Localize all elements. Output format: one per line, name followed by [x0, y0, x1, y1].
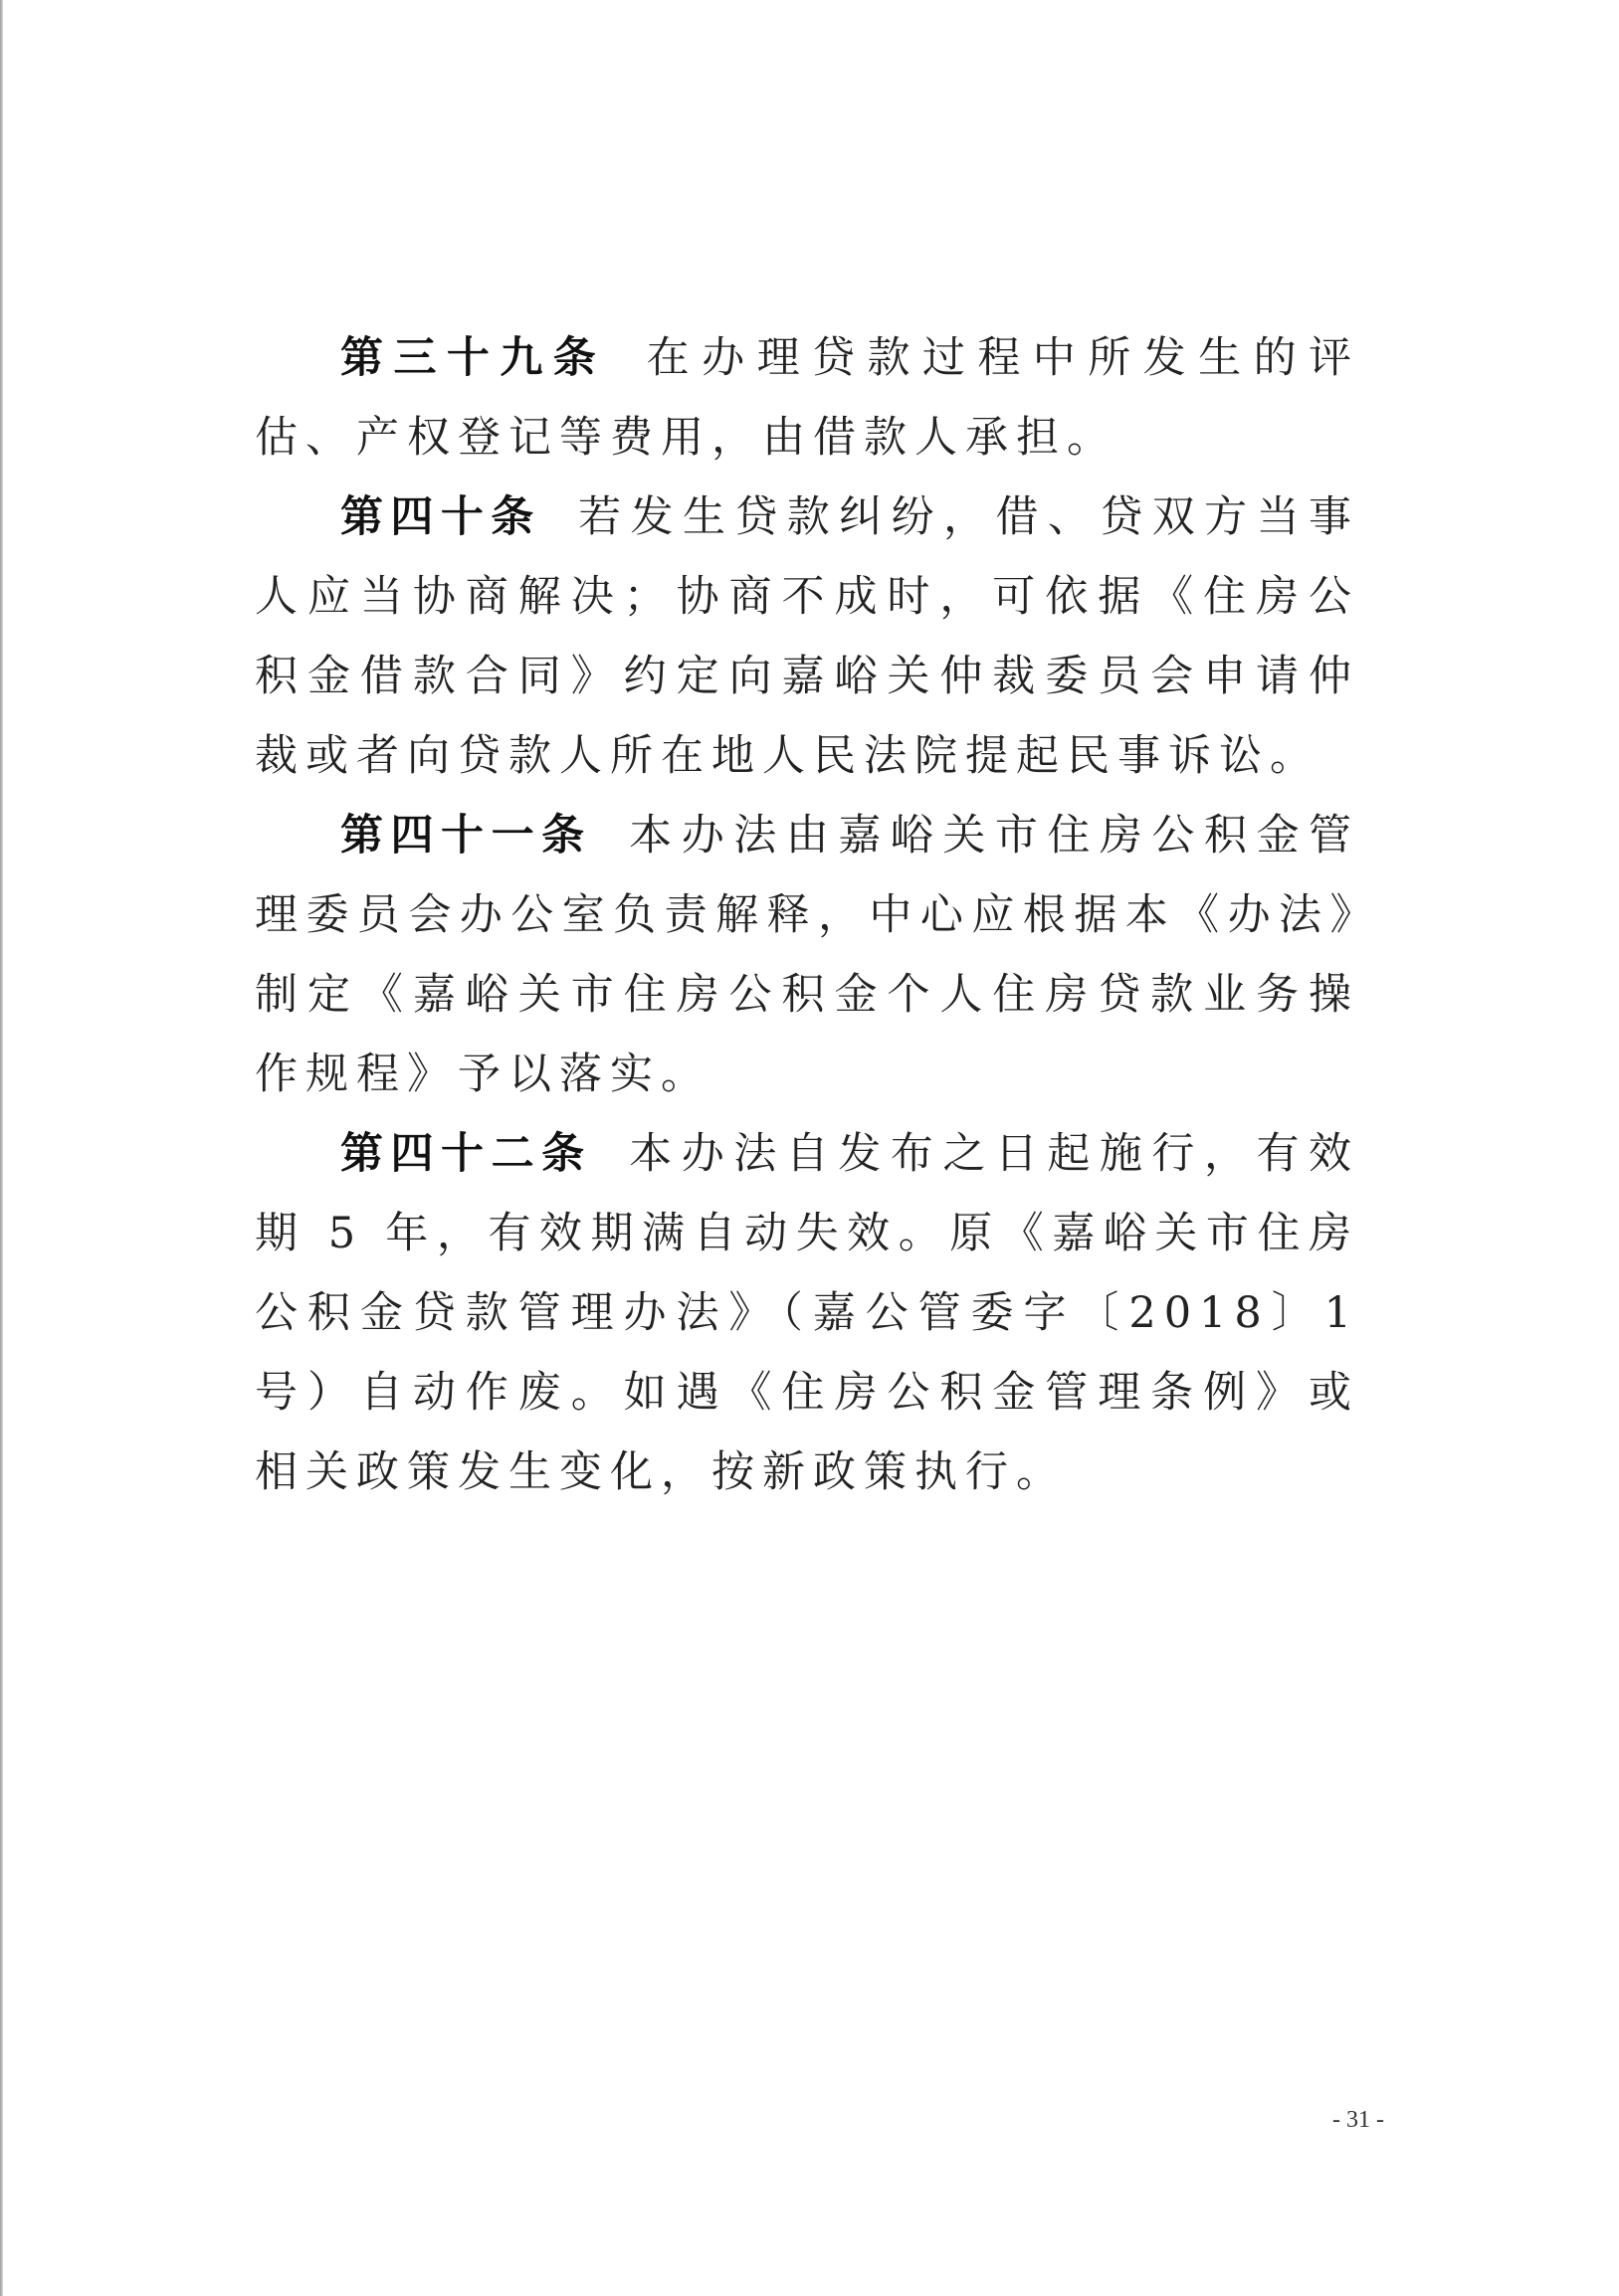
- page-number: - 31 -: [1332, 2107, 1384, 2133]
- article-text: 本办法自发布之日起施行，有效期 5 年，有效期满自动失效。原《嘉峪关市住房公积金贷款管理办法》（嘉公管委字〔2018〕1 号）自动作废。如遇《住房公积金管理条例》或相关政策发生变化，按新政策执行。: [255, 1129, 1360, 1497]
- article-text: 若发生贷款纠纷，借、贷双方当事人应当协商解决；协商不成时，可依据《住房公积金借款合同》约定向嘉峪关仲裁委员会申请仲裁或者向贷款人所在地人民法院提起民事诉讼。: [255, 492, 1360, 781]
- article-title: 第三十九条: [340, 333, 607, 383]
- article-42: [255, 1114, 1359, 1512]
- article-40: [255, 478, 1359, 796]
- scan-edge: [0, 0, 3, 2296]
- article-text: 在办理贷款过程中所发生的评估、产权登记等费用，由借款人承担。: [255, 333, 1360, 463]
- article-text: 本办法由嘉峪关市住房公积金管理委员会办公室负责解释，中心应根据本《办法》制定《嘉峪关市住房公积金个人住房贷款业务操作规程》予以落实。: [255, 811, 1360, 1099]
- article-title: 第四十二条: [340, 1129, 592, 1179]
- document-body: [255, 318, 1359, 1512]
- article-title: 第四十一条: [340, 811, 592, 861]
- article-39: [255, 318, 1359, 478]
- article-41: [255, 796, 1359, 1114]
- article-title: 第四十条: [340, 492, 541, 542]
